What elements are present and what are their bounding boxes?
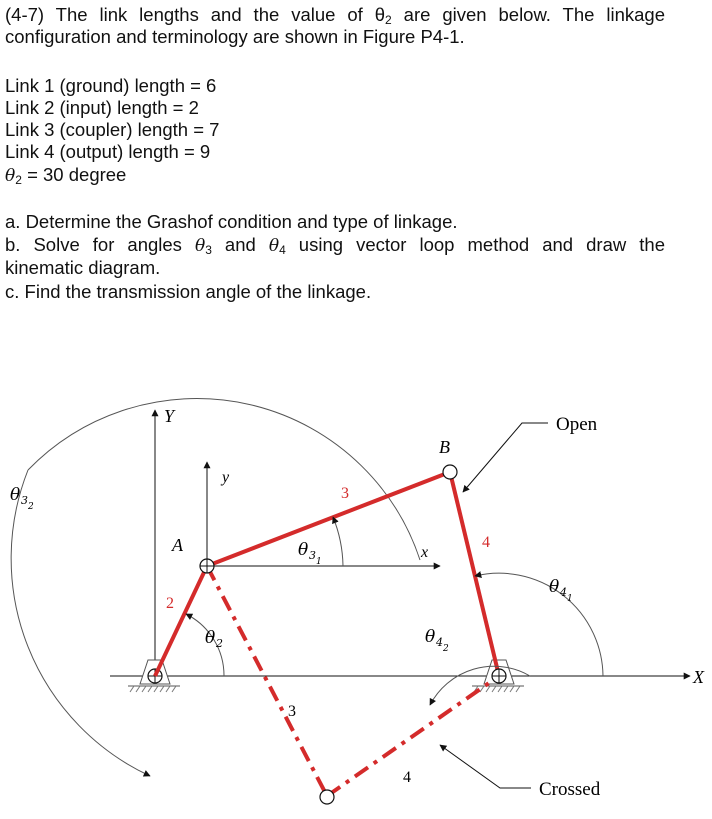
theta31-arc <box>333 517 343 566</box>
joint-b-crossed <box>320 790 334 804</box>
svg-text:θ: θ <box>298 540 309 560</box>
crossed-leader <box>440 745 531 788</box>
link-4-crossed <box>327 676 499 796</box>
link-3-open <box>207 472 450 566</box>
svg-text:4: 4 <box>436 636 443 649</box>
link-4-open <box>450 472 499 676</box>
label-theta32 <box>10 485 34 512</box>
theta32-arc-left <box>11 470 150 776</box>
svg-text:2: 2 <box>443 644 449 654</box>
problem-line-2: configuration and terminology are shown in Figure P4-1. <box>5 26 465 47</box>
svg-text:θ: θ <box>549 577 560 597</box>
question-b-line-2: kinematic diagram. <box>5 257 161 278</box>
link-3-crossed <box>207 566 327 796</box>
problem-line-1: (4-7) The link lengths and the value of $\theta_2$ are given below. The linkage <box>5 4 665 27</box>
open-leader <box>463 423 548 492</box>
label-open: Open <box>556 414 598 435</box>
label-link-2: 2 <box>166 595 174 612</box>
label-global-y: Y <box>164 406 175 426</box>
question-a: a. Determine the Grashof condition and type of linkage. <box>5 211 458 232</box>
question-c: c. Find the transmission angle of the linkage. <box>5 281 372 302</box>
svg-text:4: 4 <box>560 586 567 599</box>
given-link-4: Link 4 (output) length = 9 <box>5 141 211 162</box>
joint-b-open <box>443 465 457 479</box>
label-link-3-crossed: 3 <box>288 703 296 720</box>
joint-o4 <box>492 669 506 683</box>
label-theta42 <box>425 627 449 654</box>
label-b: B <box>439 437 450 457</box>
question-b-line-1: b. Solve for angles $\theta_3$ and $\theta_4$ using vector loop method and draw the <box>5 234 665 257</box>
link-2 <box>155 566 207 676</box>
label-link-4-crossed: 4 <box>403 769 411 786</box>
given-link-3: Link 3 (coupler) length = 7 <box>5 119 220 140</box>
joint-a <box>200 559 214 573</box>
label-theta2 <box>205 628 223 650</box>
label-a: A <box>172 535 183 555</box>
label-local-x: x <box>421 544 429 561</box>
label-theta31 <box>298 540 322 567</box>
svg-text:1: 1 <box>567 594 573 604</box>
svg-text:3: 3 <box>21 494 28 507</box>
svg-text:2: 2 <box>28 502 34 512</box>
svg-text:θ: θ <box>425 627 436 647</box>
svg-text:θ: θ <box>205 628 216 648</box>
svg-text:1: 1 <box>316 557 322 567</box>
svg-text:3: 3 <box>309 549 316 562</box>
svg-text:θ: θ <box>10 485 21 505</box>
svg-text:2: 2 <box>216 637 223 650</box>
label-theta41 <box>549 577 573 604</box>
label-link-3-open: 3 <box>341 485 349 502</box>
given-theta-2: $\theta_2 = 30$ degree <box>5 164 127 187</box>
given-link-2: Link 2 (input) length = 2 <box>5 97 199 118</box>
label-global-x: X <box>693 667 704 687</box>
given-link-1: Link 1 (ground) length = 6 <box>5 75 217 96</box>
label-local-y: y <box>222 469 230 486</box>
label-crossed: Crossed <box>539 779 601 800</box>
label-link-4-open: 4 <box>482 534 490 551</box>
